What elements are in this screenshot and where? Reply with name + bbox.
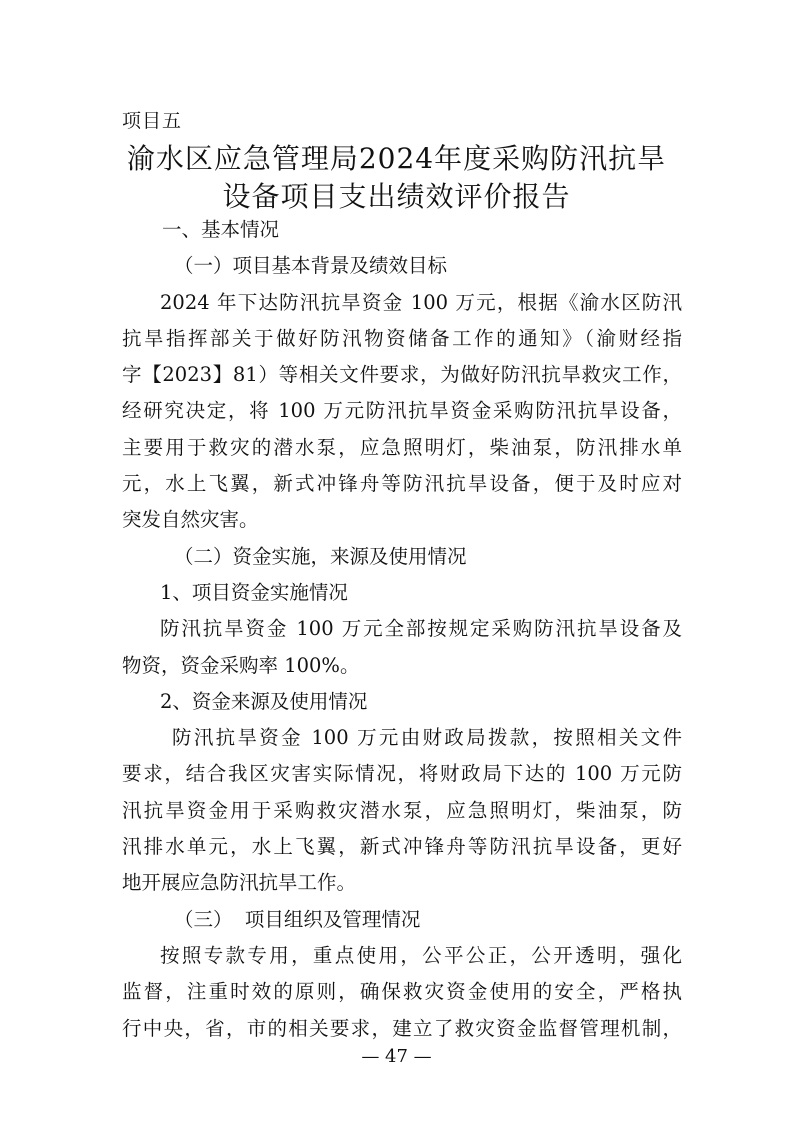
paragraph-line: 防汛抗旱资金 100 万元由财政局拨款，按照相关文件 (172, 726, 682, 750)
paragraph-line: 元，水上飞翼，新式冲锋舟等防汛抗旱设备，便于及时应对 (122, 472, 682, 496)
item-heading: 2、资金来源及使用情况 (160, 689, 368, 713)
section-heading: 一、基本情况 (162, 218, 280, 241)
paragraph-line: 要求，结合我区灾害实际情况，将财政局下达的 100 万元防 (122, 762, 682, 786)
paragraph-line: 字【2023】81）等相关文件要求，为做好防汛抗旱救灾工作， (122, 363, 682, 387)
subsection-heading: （三） 项目组织及管理情况 (174, 907, 421, 931)
paragraph-line: 物资，资金采购率 100%。 (122, 653, 360, 677)
subsection-heading: （一）项目基本背景及绩效目标 (174, 254, 448, 278)
paragraph-line: 经研究决定，将 100 万元防汛抗旱资金采购防汛抗旱设备， (122, 399, 682, 423)
report-title-line-2: 设备项目支出绩效评价报告 (222, 180, 571, 213)
item-heading: 1、项目资金实施情况 (160, 580, 348, 604)
paragraph-line: 地开展应急防汛抗旱工作。 (122, 871, 357, 895)
subsection-heading: （二）资金实施，来源及使用情况 (174, 544, 467, 568)
report-title-line-1: 渝水区应急管理局2024年度采购防汛抗旱 (126, 142, 667, 175)
project-label: 项目五 (122, 110, 183, 132)
paragraph-line: 突发自然灾害。 (122, 508, 259, 532)
report-body (122, 212, 682, 1047)
paragraph-line: 防汛抗旱资金 100 万元全部按规定采购防汛抗旱设备及 (160, 617, 682, 641)
page-number: — 47 — (361, 1046, 432, 1067)
paragraph-line: 2024 年下达防汛抗旱资金 100 万元，根据《渝水区防汛 (160, 290, 682, 314)
paragraph-line: 汛抗旱资金用于采购救灾潜水泵，应急照明灯，柴油泵，防 (122, 798, 682, 822)
paragraph-line: 按照专款专用，重点使用，公平公正，公开透明，强化 (160, 943, 682, 967)
paragraph-line: 抗旱指挥部关于做好防汛物资储备工作的通知》（渝财经指 (122, 326, 682, 350)
paragraph-line: 监督，注重时效的原则，确保救灾资金使用的安全，严格执 (122, 980, 682, 1004)
paragraph-line: 汛排水单元，水上飞翼，新式冲锋舟等防汛抗旱设备，更好 (122, 835, 682, 859)
paragraph-line: 行中央，省，市的相关要求，建立了救灾资金监督管理机制， (122, 1016, 682, 1040)
paragraph-line: 主要用于救灾的潜水泵，应急照明灯，柴油泵，防汛排水单 (122, 435, 682, 459)
